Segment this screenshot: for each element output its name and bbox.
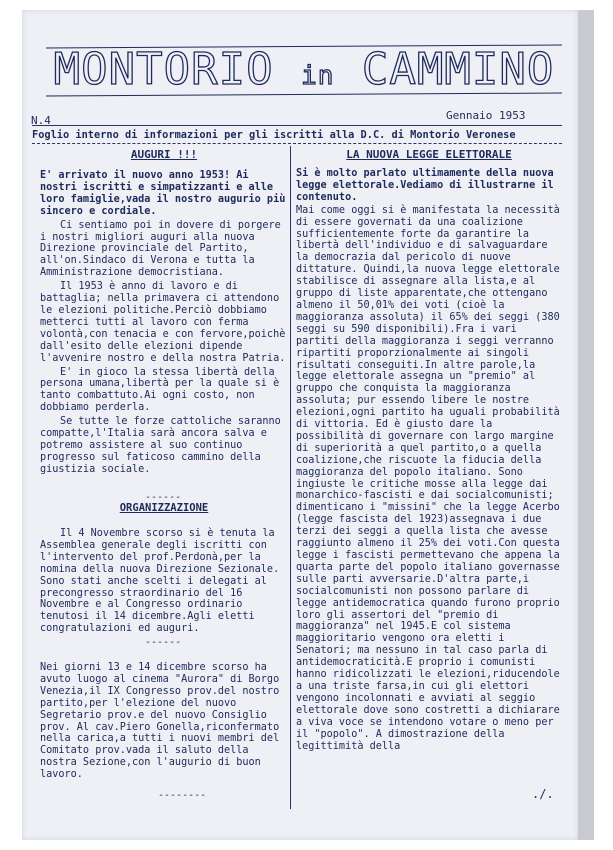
- separator: ------: [145, 492, 182, 503]
- paragraph: Il 4 Novembre scorso si è tenuta la Assemblea generale degli iscritti con l'intervento del prof.Perdonà,per la nomina della nuova Direzione Sezionale. Sono stati anche scelti i delegati al precongresso straordinario del 16 Novembre e al Congresso ordinario tenutosi il 14 dicembre.Agli eletti congratulazioni ed auguri.: [40, 528, 280, 635]
- masthead-title-small: in: [301, 61, 335, 91]
- issue-date: Gennaio 1953: [446, 109, 526, 122]
- paragraph: Mai come oggi si è manifestata la necessità di essere governati da una coalizione sufficientemente forte da garantire la libertà dell'individuo e di salvaguardare la democrazia dal pericolo di nuove dittature. Quindi,la nuova legge elettorale stabilisce di assegnare alla lista,e al gruppo di liste apparentate,che ottengano almeno il 50,01% dei voti (cioè la maggioranza assoluta) il 65% dei seggi (380 seggi su 590 disponibili).Fra i vari partiti della maggioranza i seggi verranno ripartiti proporzionalmente ai singoli risultati conseguiti.In altre parole,la legge elettorale assegna un "premio" al gruppo che conquista la maggioranza assoluta; pur essendo libere le nostre elezioni,ogni partito ha uguali probabilità di vittoria. Ed è giusto dare la possibilità di governare con largo margine di superiorità a quel partito,o a quella coalizione,che riscuote la fiducia della maggioranza del popolo italiano. Sono ingiuste le critiche mosse alla legge dai monarchico-fascisti e dai socialcomunisti; dimenticano i "missini" che la legge Acerbo (legge fascista del 1923)assegnava i due terzi dei seggi a quella lista che avesse raggiunto almeno il 25% dei voti.Con questa legge i fascisti permettevano che appena la quarta parte del popolo italiano governasse sulle parti avversarie.D'altra parte,i socialcomunisti non possono parlare di legge antidemocratica quando furono proprio loro gli assertori del "premio di maggioranza" nel 1945.E col sistema maggioritario vengono ora eletti i Senatori; ma nessuno in tal caso parla di antidemocraticità.E proprio i comunisti hanno ridicolizzati le elezioni,riducendole a una triste farsa,in cui gli elettori vengono incolonnati e avviati al seggio elettorale dove sono costretti a dichiarare a viva voce se intendono votare o meno per il "popolo". A dimostrazione della legittimità della: [296, 204, 560, 752]
- right-column: [296, 168, 562, 752]
- continuation-mark: ./.: [532, 787, 554, 801]
- paragraph: Se tutte le forze cattoliche saranno compatte,l'Italia sarà ancora salva e potremo assistere al suo continuo progresso sul faticoso cammino della giustizia sociale.: [40, 416, 281, 475]
- paragraph: Ci sentiamo poi in dovere di porgere i nostri migliori auguri alla nuova Direzione provinciale del Partito, all'on.Sindaco di Verona e tutta la Amministrazione democristiana.: [40, 219, 281, 279]
- separator: ------: [145, 637, 182, 648]
- left-column-middle: [40, 528, 288, 635]
- subtitle: Foglio interno di informazioni per gli iscritti alla D.C. di Montorio Veronese: [32, 129, 516, 141]
- heading-organizzazione: ORGANIZZAZIONE: [119, 502, 209, 514]
- masthead-title: [46, 40, 562, 106]
- page-shadow: [578, 10, 594, 840]
- masthead-title-main: MONTORIO: [53, 44, 274, 95]
- heading-legge-elettorale: LA NUOVA LEGGE ELETTORALE: [346, 148, 512, 161]
- subtitle-rule: [32, 143, 562, 144]
- left-column-bottom: [40, 662, 288, 781]
- paragraph: E' arrivato il nuovo anno 1953! Ai nostri iscritti e simpatizzanti e alle loro famiglie,vada il nostro augurio più sincero e cordiale.: [40, 170, 286, 217]
- column-divider: [290, 146, 291, 809]
- separator: --------: [158, 790, 207, 801]
- heading-auguri: AUGURI !!!: [130, 148, 198, 161]
- paragraph: Si è molto parlato ultimamente della nuova legge elettorale.Vediamo di illustrarne il contenuto.: [296, 168, 554, 203]
- masthead: [46, 40, 562, 100]
- top-rule: [32, 125, 562, 126]
- issue-number: N.4: [31, 114, 51, 127]
- paragraph: Il 1953 è anno di lavoro e di battaglia; nella primavera ci attendono le elezioni politiche.Perciò dobbiamo metterci tutti al lavoro con ferma volontà,con tenacia e con fervore,poichè dall'esito delle elezioni dipende l'avvenire nostro e della nostra Patria.: [40, 281, 286, 364]
- left-column-top: [40, 170, 288, 476]
- masthead-title-end: CAMMINO: [361, 44, 555, 95]
- paragraph: E' in gioco la stessa libertà della persona umana,libertà per la quale si è tanto combattuto.Ai ogni costo, non dobbiamo perderla.: [40, 366, 280, 414]
- paragraph: Nei giorni 13 e 14 dicembre scorso ha avuto luogo al cinema "Aurora" di Borgo Venezia,il IX Congresso prov.del nostro partito,per l'elezione del nuovo Segretario prov.e del nuovo Consiglio prov. Al cav.Piero Gonella,riconfermato nella carica,a tutti i nuovi membri del Comitato prov.vada il saluto della nostra Sezione,con l'augurio di buon lavoro.: [40, 662, 280, 781]
